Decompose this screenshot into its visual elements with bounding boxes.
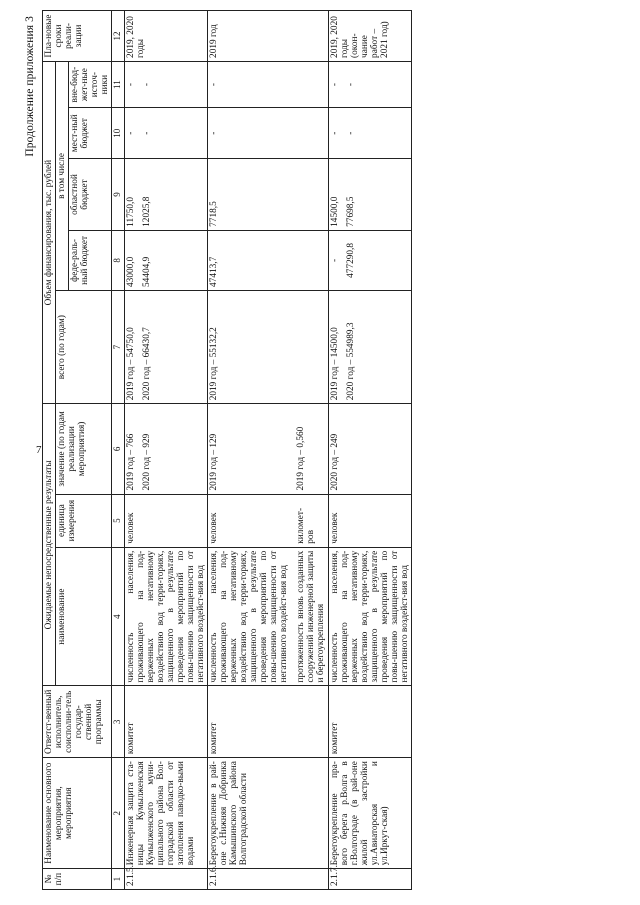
total: 2019 год – 14500,0 — [329, 327, 340, 401]
result-name: протяженность вновь созданных сооружений инженерной защиты и берегоукрепления — [290, 547, 328, 686]
result-name: численность населения, проживающего на под-верженных негативному воздействию вод терри-ториях, защищенного в результате проведения мероприятий по повы-шению защищенности от негативного воздейст-вия вод — [208, 547, 291, 686]
header-local: мест-ный бюджет — [69, 108, 112, 159]
col-number: 11 — [112, 61, 125, 107]
value: 2019 год – 0,560 — [290, 404, 328, 494]
unit: человек — [208, 494, 291, 547]
header-total: всего (по годам) — [56, 290, 112, 403]
federal: - — [329, 258, 340, 262]
program-table — [42, 10, 412, 890]
unit: километ-ров — [290, 494, 328, 547]
measure-name: Берегоукрепление пра-вого берега р.Волга в г.Волгограде (в рай-оне жилой застройки ул.Авиаторская и ул.Иркут-ская) — [328, 758, 411, 869]
table-row — [124, 11, 207, 890]
appendix-title: Продолжение приложения 3 — [24, 16, 36, 157]
regional-cell — [328, 159, 411, 231]
local: - — [329, 131, 340, 135]
row-number: 2.1.6. — [208, 869, 328, 890]
col-number: 2 — [112, 758, 125, 869]
col-number: 8 — [112, 230, 125, 290]
header-no: № п/п — [43, 869, 112, 890]
total-cell — [124, 290, 207, 403]
header-name: Наименование основного мероприятия, мероприятия — [43, 758, 112, 869]
unit: человек — [124, 494, 207, 547]
regional: 77698,5 — [345, 196, 356, 227]
responsible: комитет — [208, 686, 328, 758]
extra-cell — [124, 61, 207, 107]
extra: - — [329, 83, 340, 87]
col-number: 3 — [112, 686, 125, 758]
federal-cell — [328, 230, 411, 290]
extra: - — [125, 83, 136, 87]
responsible: комитет — [328, 686, 411, 758]
federal-cell — [124, 230, 207, 290]
col-number: 1 — [112, 869, 125, 890]
total: 2020 год – 66430,7 — [141, 327, 152, 401]
extra-cell — [328, 61, 411, 107]
measure-name: Инженерная защита ста-ницы Кумылженская Кумылженского муни-ципального района Вол-гоградской области от затопления паводко-выми водами — [124, 758, 207, 869]
header-result-name: наименование — [56, 547, 112, 686]
local-cell — [328, 108, 411, 159]
local: - — [141, 131, 152, 135]
extra: - — [345, 83, 356, 87]
page-number: 7 — [36, 444, 42, 456]
federal: 54404,9 — [141, 256, 152, 287]
header-value: значение (по годам реализации мероприятия) — [56, 404, 112, 494]
total-cell — [328, 290, 411, 403]
header-unit: единица измерения — [56, 494, 112, 547]
regional: 11750,0 — [125, 196, 136, 227]
row-number: 2.1.7. — [328, 869, 411, 890]
regional: 7718,5 — [208, 159, 328, 231]
header-funding: Объем финансирования, тыс. рублей — [43, 61, 56, 403]
value: 2019 год – 766 — [125, 433, 136, 491]
regional: 14500,0 — [329, 196, 340, 227]
rotated-page — [20, 10, 620, 890]
header-expected-results: Ожидаемые непосредственные результаты — [43, 404, 56, 686]
value-cell — [124, 404, 207, 494]
col-number: 4 — [112, 547, 125, 686]
col-number: 9 — [112, 159, 125, 231]
header-extra: вне-бюд-жет-ные источ-ники — [69, 61, 112, 107]
header-including: в том числе — [56, 61, 69, 290]
result-name: численность населения, проживающего на под-верженных негативному воздействию вод терри-ториях, защищенного в результате проведения мероприятий по повы-шению защищенности от негативного воздейст-вия вод — [124, 547, 207, 686]
value: 2020 год – 929 — [141, 433, 152, 491]
regional-cell — [124, 159, 207, 231]
measure-name: Берегоукрепление в рай-оне с.Нижняя Добринка Камышинского района Волгоградской области — [208, 758, 328, 869]
local: - — [125, 131, 136, 135]
header-federal: феде-раль-ный бюджет — [69, 230, 112, 290]
header-responsible: Ответст-венный исполнитель, соисполни-тель государ-ственной программы — [43, 686, 112, 758]
header-term: Пла-новые сроки реали-зации — [43, 11, 112, 62]
unit: человек — [328, 494, 411, 547]
regional: 12025,8 — [141, 196, 152, 227]
term: 2019, 2020 годы — [124, 11, 207, 62]
term: 2019, 2020 годы (окон-чание работ – 2021 год) — [328, 11, 411, 62]
value: 2019 год – 129 — [208, 404, 291, 494]
col-number: 12 — [112, 11, 125, 62]
responsible: комитет — [124, 686, 207, 758]
federal: 477290,8 — [345, 242, 356, 278]
federal: 47413,7 — [208, 230, 328, 290]
total: 2019 год – 55132,2 — [208, 290, 328, 403]
col-number: 5 — [112, 494, 125, 547]
header-regional: областной бюджет — [69, 159, 112, 231]
table-row — [208, 11, 291, 890]
federal: 43000,0 — [125, 256, 136, 287]
col-number: 7 — [112, 290, 125, 403]
row-number: 2.1.5. — [124, 869, 207, 890]
term: 2019 год — [208, 11, 328, 62]
result-name: численность населения, проживающего на под-верженных негативному воздействию вод терри-ториях, защищенного в результате проведения мероприятий по повы-шению защищенности от негативного воздейст-вия вод — [328, 547, 411, 686]
extra: - — [208, 61, 328, 107]
local: - — [208, 108, 328, 159]
value: 2020 год – 249 — [328, 404, 411, 494]
extra: - — [141, 83, 152, 87]
table-row — [328, 11, 411, 890]
total: 2019 год – 54750,0 — [125, 327, 136, 401]
col-number: 6 — [112, 404, 125, 494]
total: 2020 год – 554989,3 — [345, 322, 356, 401]
column-number-row — [112, 11, 125, 890]
local-cell — [124, 108, 207, 159]
col-number: 10 — [112, 108, 125, 159]
local: - — [345, 131, 356, 135]
